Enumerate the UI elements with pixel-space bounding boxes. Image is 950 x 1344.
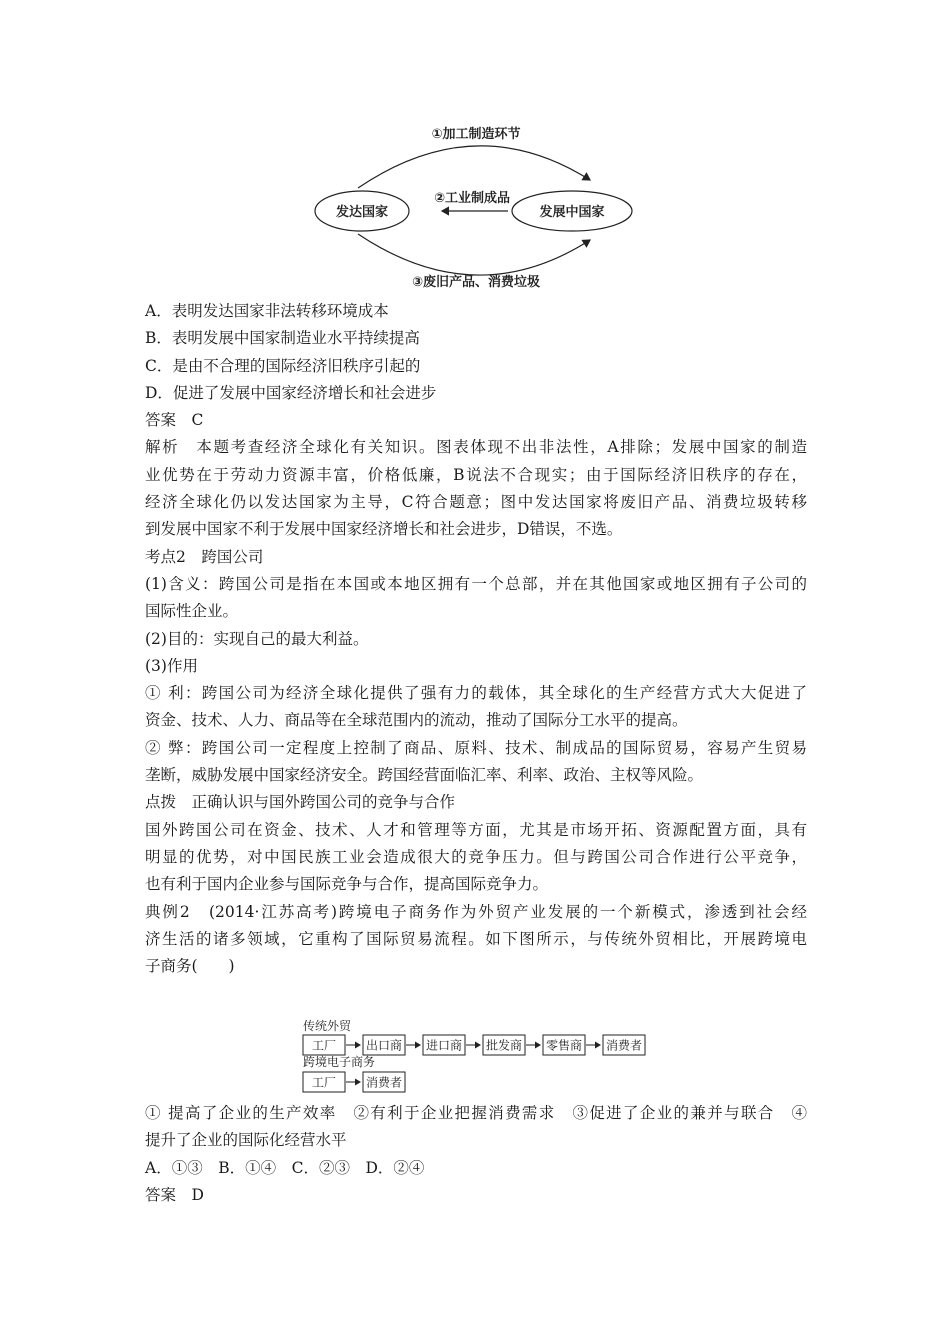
- trade-chain-diagram: [300, 1018, 655, 1096]
- example-2-body: [145, 1100, 807, 1209]
- arrow-waste: [358, 234, 590, 275]
- ecommerce-label: 跨境电子商务: [303, 1055, 376, 1069]
- disadvantage-line: 垄断，威胁发展中国家经济安全。跨国经营面临汇率、利率、政治、主权等风险。: [145, 766, 704, 785]
- tip-line: 国外跨国公司在资金、技术、人才和管理等方面，尤其是市场开拓、资源配置方面，具有: [145, 820, 807, 839]
- section-heading: 考点2 跨国公司: [145, 547, 264, 566]
- example-2-stem: 济生活的诸多领域，它重构了国际贸易流程。如下图所示，与传统外贸相比，开展跨境电: [145, 929, 807, 948]
- ecommerce-chain: [303, 1072, 405, 1092]
- answer-1: 答案 C: [145, 411, 204, 430]
- arrow-label-products: ②工业制成品: [433, 191, 511, 206]
- node-developing-country-label: 发展中国家: [539, 205, 605, 220]
- chain-box-label: 工厂: [311, 1075, 337, 1090]
- disadvantage-line: ② 弊：跨国公司一定程度上控制了商品、原料、技术、制成品的国际贸易，容易产生贸易: [145, 738, 807, 757]
- question-1-body: [145, 298, 807, 980]
- arrow-label-manufacturing: ①加工制造环节: [431, 127, 521, 142]
- chain-box-label: 批发商: [485, 1038, 523, 1053]
- advantage-line: 资金、技术、人力、商品等在全球范围内的流动，推动了国际分工水平的提高。: [145, 711, 688, 730]
- chain-box-label: 消费者: [365, 1075, 403, 1090]
- analysis-line: 解析 本题考查经济全球化有关知识。图表体现不出非法性，A排除；发展中国家的制造: [145, 438, 807, 457]
- role-heading: (3)作用: [145, 656, 198, 675]
- advantage-line: ① 利：跨国公司为经济全球化提供了强有力的载体，其全球化的生产经营方式大大促进了: [145, 684, 807, 703]
- definition-line: 国际性企业。: [145, 602, 239, 621]
- trade-flow-diagram: [300, 118, 650, 293]
- node-developed-country-label: 发达国家: [335, 205, 389, 220]
- example-2-options: A．①③ B．①④ C．②③ D．②④: [145, 1158, 425, 1177]
- statement-line: ① 提高了企业的生产效率 ②有利于企业把握消费需求 ③促进了企业的兼并与联合 ④: [145, 1104, 807, 1122]
- arrow-manufacturing: [358, 146, 590, 188]
- tip-line: 明显的优势，对中国民族工业会造成很大的竞争压力。但与跨国公司合作进行公平竞争，: [145, 847, 807, 866]
- statement-line: 提升了企业的国际化经营水平: [145, 1131, 347, 1150]
- analysis-line: 经济全球化仍以发达国家为主导，C符合题意；图中发达国家将废旧产品、消费垃圾转移: [145, 493, 807, 512]
- analysis-line: 业优势在于劳动力资源丰富，价格低廉，B说法不合现实；由于国际经济旧秩序的存在，: [145, 465, 807, 484]
- analysis-line: 到发展中国家不利于发展中国家经济增长和社会进步，D错误，不选。: [145, 520, 623, 539]
- traditional-chain: [303, 1035, 645, 1055]
- option-a: A．表明发达国家非法转移环境成本: [145, 302, 389, 320]
- option-c: C．是由不合理的国际经济旧秩序引起的: [145, 356, 421, 375]
- tip-line: 也有利于国内企业参与国际竞争与合作，提高国际竞争力。: [145, 875, 549, 894]
- option-d: D．促进了发展中国家经济增长和社会进步: [145, 383, 437, 402]
- example-2-stem: 典例2 (2014·江苏高考)跨境电子商务作为外贸产业发展的一个新模式，渗透到社会经: [145, 902, 807, 921]
- tip-heading: 点拨 正确认识与国外跨国公司的竞争与合作: [145, 793, 456, 812]
- arrow-label-waste: ③废旧产品、消费垃圾: [411, 275, 541, 290]
- example-2-stem: 子商务( ): [145, 957, 235, 976]
- purpose-line: (2)目的：实现自己的最大利益。: [145, 629, 369, 648]
- answer-2: 答案 D: [145, 1185, 204, 1204]
- traditional-trade-label: 传统外贸: [303, 1019, 352, 1033]
- chain-box-label: 零售商: [545, 1038, 583, 1053]
- chain-box-label: 进口商: [425, 1038, 463, 1053]
- chain-box-label: 消费者: [605, 1038, 643, 1053]
- definition-line: (1)含义：跨国公司是指在本国或本地区拥有一个总部，并在其他国家或地区拥有子公司的: [145, 574, 807, 593]
- chain-box-label: 出口商: [365, 1038, 403, 1053]
- chain-box-label: 工厂: [311, 1038, 337, 1053]
- option-b: B．表明发展中国家制造业水平持续提高: [145, 329, 420, 348]
